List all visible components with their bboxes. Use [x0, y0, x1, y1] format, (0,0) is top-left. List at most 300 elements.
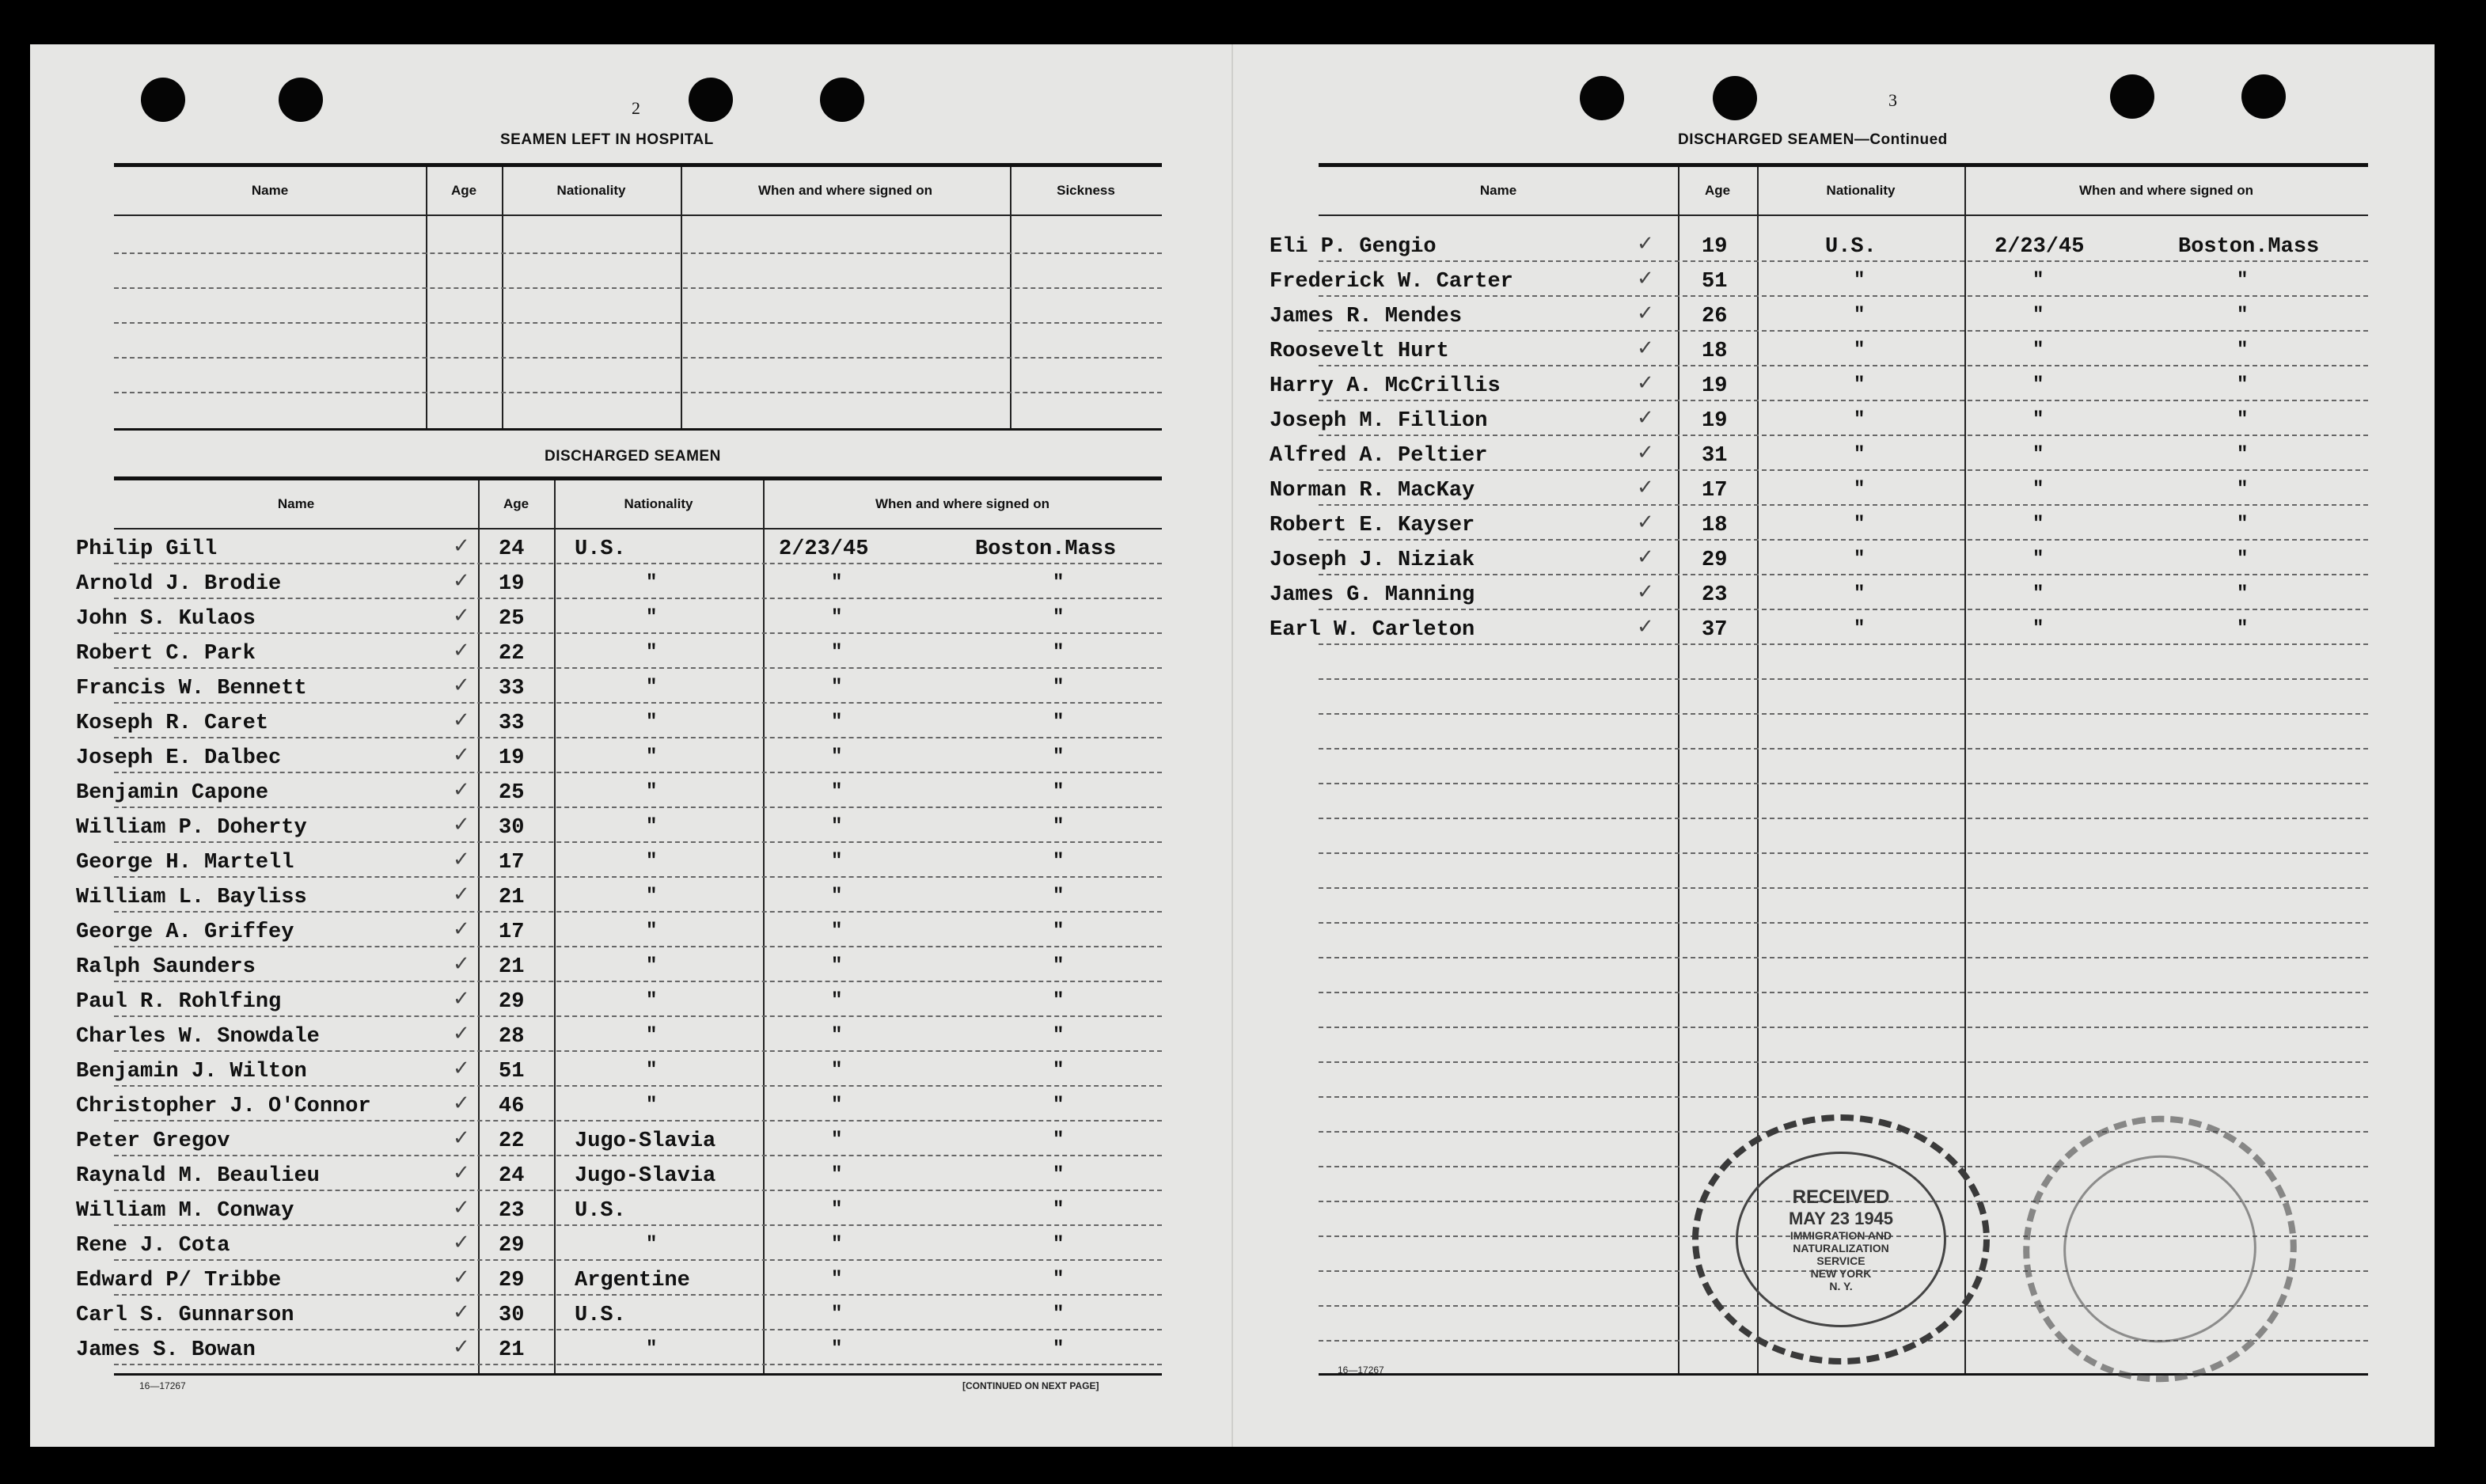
seaman-nationality: ": [1854, 583, 1865, 605]
seaman-name: James S. Bowan: [76, 1338, 256, 1362]
seaman-name: Eli P. Gengio: [1270, 235, 1437, 259]
signed-on-date: ": [831, 1095, 843, 1116]
row-rule: [114, 1155, 1162, 1156]
signed-on-date: ": [2032, 618, 2044, 640]
signed-on-place: Boston.Mass: [2178, 235, 2320, 259]
seaman-age: 51: [1702, 270, 1728, 294]
signed-on-date: ": [831, 572, 843, 594]
left-header-nationality: Nationality: [624, 496, 693, 511]
punch-hole: [2241, 74, 2286, 119]
seaman-name: Benjamin Capone: [76, 781, 269, 805]
signed-on-date: ": [831, 816, 843, 837]
stamp-line: IMMIGRATION AND: [1790, 1229, 1892, 1242]
check-mark: ✓: [1637, 371, 1654, 395]
row-rule: [114, 1329, 1162, 1330]
check-mark: ✓: [453, 1335, 470, 1359]
signed-on-date: ": [831, 1234, 843, 1255]
seaman-nationality: ": [646, 1338, 658, 1360]
signed-on-place: ": [2237, 479, 2249, 500]
seaman-name: George A. Griffey: [76, 920, 294, 944]
seaman-name: James R. Mendes: [1270, 305, 1463, 328]
seaman-nationality: ": [646, 1095, 658, 1116]
row-rule: [1319, 957, 2368, 958]
row-rule: [114, 1364, 1162, 1365]
left-header-age: Age: [503, 496, 529, 511]
row-rule: [1319, 887, 2368, 889]
seaman-name: Rene J. Cota: [76, 1234, 230, 1258]
seaman-name: Raynald M. Beaulieu: [76, 1164, 320, 1188]
seaman-nationality: U.S.: [575, 537, 626, 561]
seaman-name: Joseph M. Fillion: [1270, 409, 1488, 433]
seaman-nationality: ": [646, 886, 658, 907]
seaman-name: James G. Manning: [1270, 583, 1475, 607]
signed-on-place: ": [1053, 607, 1065, 628]
seaman-nationality: ": [646, 1060, 658, 1081]
row-rule: [1319, 504, 2368, 506]
seaman-nationality: ": [1854, 444, 1865, 465]
continued-note: [CONTINUED ON NEXT PAGE]: [962, 1380, 1099, 1391]
seaman-age: 18: [1702, 514, 1728, 537]
row-rule: [114, 1224, 1162, 1226]
seaman-nationality: ": [646, 1025, 658, 1046]
signed-on-date: ": [2032, 444, 2044, 465]
received-stamp-inner: [1736, 1152, 1945, 1327]
signed-on-place: ": [1053, 746, 1065, 768]
seaman-nationality: ": [646, 712, 658, 733]
check-mark: ✓: [1637, 232, 1654, 256]
check-mark: ✓: [453, 1266, 470, 1289]
seaman-age: 28: [499, 1025, 525, 1049]
row-rule: [1319, 713, 2368, 715]
signed-on-place: ": [1053, 1234, 1065, 1255]
row-rule: [114, 563, 1162, 564]
signed-on-date: ": [831, 746, 843, 768]
row-rule: [1319, 400, 2368, 401]
signed-on-date: ": [2032, 409, 2044, 431]
seaman-age: 23: [499, 1199, 525, 1223]
row-rule: [114, 1085, 1162, 1087]
signed-on-place: ": [2237, 409, 2249, 431]
punch-hole: [689, 78, 733, 122]
check-mark: ✓: [453, 1196, 470, 1220]
row-rule: [1319, 1061, 2368, 1063]
right-header-nationality: Nationality: [1826, 183, 1896, 198]
hospital-header-sickness: Sickness: [1057, 183, 1115, 198]
seaman-name: Benjamin J. Wilton: [76, 1060, 307, 1084]
check-mark: ✓: [453, 1126, 470, 1150]
row-rule: [1319, 365, 2368, 366]
check-mark: ✓: [453, 952, 470, 976]
seaman-nationality: ": [646, 990, 658, 1011]
signed-on-place: ": [1053, 816, 1065, 837]
row-rule: [114, 911, 1162, 913]
hospital-header-name: Name: [251, 183, 289, 198]
form-number-right: 16—17267: [1338, 1364, 1384, 1376]
row-rule: [114, 737, 1162, 738]
seaman-age: 37: [1702, 618, 1728, 642]
row-rule: [114, 772, 1162, 773]
page-number-right: 3: [1888, 90, 1897, 110]
signed-on-place: ": [2237, 444, 2249, 465]
seaman-nationality: ": [1854, 374, 1865, 396]
check-mark: ✓: [1637, 267, 1654, 290]
row-rule: [114, 667, 1162, 669]
signed-on-place: ": [1053, 990, 1065, 1011]
seaman-age: 19: [1702, 374, 1728, 398]
row-rule: [114, 1050, 1162, 1052]
signed-on-place: ": [2237, 270, 2249, 291]
seaman-nationality: ": [1854, 270, 1865, 291]
row-rule: [114, 981, 1162, 982]
signed-on-place: ": [1053, 1129, 1065, 1151]
signed-on-date: ": [831, 607, 843, 628]
seaman-nationality: U.S.: [1825, 235, 1877, 259]
signed-on-date: ": [831, 886, 843, 907]
seaman-name: Frederick W. Carter: [1270, 270, 1513, 294]
signed-on-place: ": [2237, 514, 2249, 535]
seaman-nationality: ": [646, 607, 658, 628]
stamp-line: NATURALIZATION: [1793, 1242, 1889, 1254]
signed-on-date: ": [831, 1304, 843, 1325]
hospital-table-header: [114, 167, 1162, 216]
check-mark: ✓: [1637, 476, 1654, 499]
check-mark: ✓: [453, 708, 470, 732]
check-mark: ✓: [453, 743, 470, 767]
check-mark: ✓: [453, 604, 470, 628]
seaman-nationality: ": [646, 1234, 658, 1255]
seaman-name: Edward P/ Tribbe: [76, 1269, 282, 1292]
signed-on-place: ": [1053, 1338, 1065, 1360]
seaman-nationality: ": [646, 920, 658, 942]
row-rule: [1319, 643, 2368, 645]
check-mark: ✓: [1637, 441, 1654, 465]
seaman-nationality: ": [646, 572, 658, 594]
left-header-name: Name: [277, 496, 315, 511]
seaman-age: 25: [499, 781, 525, 805]
seaman-name: Norman R. MacKay: [1270, 479, 1475, 503]
check-mark: ✓: [1637, 615, 1654, 639]
seaman-nationality: ": [1854, 409, 1865, 431]
column-divider: [502, 167, 503, 428]
discharged-right-header: [1319, 167, 2368, 216]
seaman-name: Paul R. Rohlfing: [76, 990, 282, 1014]
signed-on-place: ": [1053, 1269, 1065, 1290]
row-rule: [114, 1015, 1162, 1017]
stamp-line: N. Y.: [1829, 1280, 1853, 1292]
seaman-age: 51: [499, 1060, 525, 1084]
hospital-section-title: SEAMEN LEFT IN HOSPITAL: [500, 131, 714, 148]
row-rule: [114, 702, 1162, 704]
row-rule: [114, 876, 1162, 878]
seaman-age: 33: [499, 712, 525, 735]
seaman-nationality: ": [646, 851, 658, 872]
row-rule: [1319, 539, 2368, 541]
row-rule: [1319, 469, 2368, 471]
seaman-age: 26: [1702, 305, 1728, 328]
punch-hole: [141, 78, 185, 122]
seaman-age: 33: [499, 677, 525, 700]
seaman-name: John S. Kulaos: [76, 607, 256, 631]
signed-on-place: ": [1053, 851, 1065, 872]
seaman-name: Francis W. Bennett: [76, 677, 307, 700]
seaman-age: 29: [1702, 548, 1728, 572]
punch-hole: [1713, 76, 1757, 120]
row-rule: [1319, 922, 2368, 924]
signed-on-place: ": [2237, 583, 2249, 605]
punch-hole: [279, 78, 323, 122]
signed-on-place: ": [1053, 572, 1065, 594]
seaman-age: 17: [499, 851, 525, 875]
row-rule: [1319, 574, 2368, 575]
row-rule: [114, 841, 1162, 843]
signed-on-date: ": [831, 712, 843, 733]
signed-on-place: ": [1053, 1304, 1065, 1325]
seaman-name: Peter Gregov: [76, 1129, 230, 1153]
row-rule: [114, 598, 1162, 599]
check-mark: ✓: [453, 1091, 470, 1115]
row-rule: [1319, 435, 2368, 436]
row-rule: [1319, 992, 2368, 993]
discharged-section-title: DISCHARGED SEAMEN: [545, 448, 721, 465]
faded-stamp-inner: [2046, 1137, 2273, 1361]
row-rule: [114, 1259, 1162, 1261]
seaman-name: Carl S. Gunnarson: [76, 1304, 294, 1327]
seaman-age: 24: [499, 1164, 525, 1188]
seaman-name: Robert C. Park: [76, 642, 256, 666]
continued-title-main: DISCHARGED SEAMEN: [1678, 131, 1854, 148]
seaman-nationality: ": [646, 642, 658, 663]
seaman-nationality: ": [646, 781, 658, 803]
row-rule: [114, 252, 1162, 254]
seaman-age: 29: [499, 990, 525, 1014]
row-rule: [114, 946, 1162, 947]
seaman-name: Arnold J. Brodie: [76, 572, 282, 596]
signed-on-date: ": [2032, 374, 2044, 396]
row-rule: [1319, 295, 2368, 297]
discharged-left-header: [114, 480, 1162, 529]
hospital-table: [114, 163, 1162, 431]
punch-hole: [1580, 76, 1624, 120]
signed-on-date: ": [831, 781, 843, 803]
column-divider: [1678, 167, 1679, 1373]
seaman-nationality: U.S.: [575, 1199, 626, 1223]
signed-on-date: ": [831, 1164, 843, 1186]
right-header-name: Name: [1479, 183, 1517, 198]
stamp-line: SERVICE: [1816, 1254, 1865, 1267]
column-divider: [681, 167, 682, 428]
seaman-name: Charles W. Snowdale: [76, 1025, 320, 1049]
signed-on-date: ": [2032, 514, 2044, 535]
row-rule: [1319, 260, 2368, 262]
seaman-age: 18: [1702, 340, 1728, 363]
seaman-name: Ralph Saunders: [76, 955, 256, 979]
seaman-name: Roosevelt Hurt: [1270, 340, 1449, 363]
check-mark: ✓: [453, 569, 470, 593]
signed-on-place: ": [1053, 642, 1065, 663]
seaman-nationality: ": [1854, 514, 1865, 535]
check-mark: ✓: [453, 1231, 470, 1254]
signed-on-place: ": [1053, 712, 1065, 733]
seaman-name: Joseph E. Dalbec: [76, 746, 282, 770]
seaman-age: 19: [1702, 409, 1728, 433]
row-rule: [1319, 1096, 2368, 1098]
signed-on-date: ": [831, 1199, 843, 1220]
row-rule: [114, 1190, 1162, 1191]
punch-hole: [2110, 74, 2154, 119]
seaman-nationality: Jugo-Slavia: [575, 1164, 716, 1188]
seaman-name: William L. Bayliss: [76, 886, 307, 909]
seaman-age: 19: [499, 746, 525, 770]
check-mark: ✓: [453, 1022, 470, 1046]
row-rule: [1319, 678, 2368, 680]
seaman-name: William M. Conway: [76, 1199, 294, 1223]
page-number-left: 2: [632, 98, 640, 118]
seaman-name: Philip Gill: [76, 537, 218, 561]
row-rule: [114, 1294, 1162, 1296]
row-rule: [1319, 330, 2368, 332]
seaman-nationality: U.S.: [575, 1304, 626, 1327]
check-mark: ✓: [453, 813, 470, 837]
check-mark: ✓: [453, 674, 470, 697]
signed-on-place: ": [1053, 886, 1065, 907]
signed-on-date: 2/23/45: [1994, 235, 2085, 259]
check-mark: ✓: [1637, 406, 1654, 430]
stamp-line: NEW YORK: [1810, 1267, 1872, 1280]
seaman-nationality: Argentine: [575, 1269, 690, 1292]
discharged-continued-title: [1678, 131, 1948, 149]
seaman-name: Alfred A. Peltier: [1270, 444, 1488, 468]
row-rule: [114, 1120, 1162, 1122]
seaman-name: Earl W. Carleton: [1270, 618, 1475, 642]
signed-on-place: ": [1053, 955, 1065, 977]
seaman-name: Christopher J. O'Connor: [76, 1095, 371, 1118]
column-divider: [763, 480, 765, 1373]
signed-on-date: ": [2032, 305, 2044, 326]
check-mark: ✓: [1637, 302, 1654, 325]
seaman-nationality: ": [646, 955, 658, 977]
seaman-age: 29: [499, 1269, 525, 1292]
hospital-header-signed-on: When and where signed on: [757, 183, 933, 198]
seaman-age: 22: [499, 642, 525, 666]
row-rule: [114, 632, 1162, 634]
seaman-nationality: ": [646, 816, 658, 837]
seaman-age: 19: [1702, 235, 1728, 259]
check-mark: ✓: [1637, 336, 1654, 360]
check-mark: ✓: [453, 1300, 470, 1324]
check-mark: ✓: [1637, 510, 1654, 534]
signed-on-place: ": [2237, 340, 2249, 361]
signed-on-date: ": [831, 1269, 843, 1290]
check-mark: ✓: [453, 917, 470, 941]
signed-on-place: ": [2237, 305, 2249, 326]
signed-on-date: ": [831, 1060, 843, 1081]
row-rule: [1319, 783, 2368, 784]
hospital-header-nationality: Nationality: [556, 183, 626, 198]
signed-on-place: ": [1053, 1095, 1065, 1116]
seaman-age: 31: [1702, 444, 1728, 468]
stamp-line: MAY 23 1945: [1788, 1209, 1894, 1228]
hospital-header-age: Age: [450, 183, 477, 198]
center-fold: [1232, 44, 1233, 1447]
seaman-age: 19: [499, 572, 525, 596]
seaman-name: Joseph J. Niziak: [1270, 548, 1475, 572]
signed-on-place: ": [1053, 677, 1065, 698]
seaman-name: William P. Doherty: [76, 816, 307, 840]
seaman-age: 21: [499, 955, 525, 979]
punch-hole: [820, 78, 864, 122]
check-mark: ✓: [453, 1161, 470, 1185]
row-rule: [114, 287, 1162, 289]
right-header-age: Age: [1704, 183, 1731, 198]
column-divider: [1010, 167, 1011, 428]
row-rule: [1319, 818, 2368, 819]
seaman-nationality: Jugo-Slavia: [575, 1129, 716, 1153]
column-divider: [426, 167, 427, 428]
signed-on-date: ": [2032, 548, 2044, 570]
received-stamp: [1692, 1114, 1990, 1364]
seaman-age: 21: [499, 1338, 525, 1362]
seaman-age: 17: [1702, 479, 1728, 503]
seaman-age: 25: [499, 607, 525, 631]
seaman-age: 46: [499, 1095, 525, 1118]
seaman-nationality: ": [1854, 479, 1865, 500]
check-mark: ✓: [453, 848, 470, 871]
seaman-age: 29: [499, 1234, 525, 1258]
check-mark: ✓: [1637, 545, 1654, 569]
seaman-nationality: ": [1854, 305, 1865, 326]
seaman-nationality: ": [1854, 618, 1865, 640]
check-mark: ✓: [453, 987, 470, 1011]
form-number-left: 16—17267: [139, 1380, 186, 1391]
check-mark: ✓: [453, 639, 470, 662]
seaman-name: George H. Martell: [76, 851, 294, 875]
signed-on-date: 2/23/45: [779, 537, 869, 561]
signed-on-date: ": [831, 1025, 843, 1046]
signed-on-date: ": [831, 1338, 843, 1360]
signed-on-place: ": [2237, 548, 2249, 570]
check-mark: ✓: [453, 1057, 470, 1080]
check-mark: ✓: [453, 882, 470, 906]
seaman-age: 30: [499, 816, 525, 840]
seaman-age: 30: [499, 1304, 525, 1327]
row-rule: [1319, 1027, 2368, 1028]
check-mark: ✓: [1637, 580, 1654, 604]
signed-on-place: ": [1053, 1060, 1065, 1081]
signed-on-place: ": [1053, 781, 1065, 803]
column-divider: [554, 480, 556, 1373]
signed-on-date: ": [831, 920, 843, 942]
row-rule: [114, 322, 1162, 324]
signed-on-date: ": [831, 677, 843, 698]
signed-on-date: ": [831, 990, 843, 1011]
signed-on-place: ": [1053, 1199, 1065, 1220]
left-header-signed-on: When and where signed on: [875, 496, 1050, 511]
row-rule: [114, 392, 1162, 393]
seaman-name: Harry A. McCrillis: [1270, 374, 1501, 398]
signed-on-date: ": [831, 1129, 843, 1151]
seaman-name: Koseph R. Caret: [76, 712, 269, 735]
seaman-age: 22: [499, 1129, 525, 1153]
seaman-name: Robert E. Kayser: [1270, 514, 1475, 537]
signed-on-date: ": [831, 851, 843, 872]
signed-on-place: ": [1053, 1025, 1065, 1046]
row-rule: [1319, 852, 2368, 854]
discharged-table-left: [76, 476, 1162, 1376]
signed-on-date: ": [831, 955, 843, 977]
continued-title-suffix: —Continued: [1854, 131, 1948, 148]
seaman-nationality: ": [1854, 548, 1865, 570]
check-mark: ✓: [453, 778, 470, 802]
